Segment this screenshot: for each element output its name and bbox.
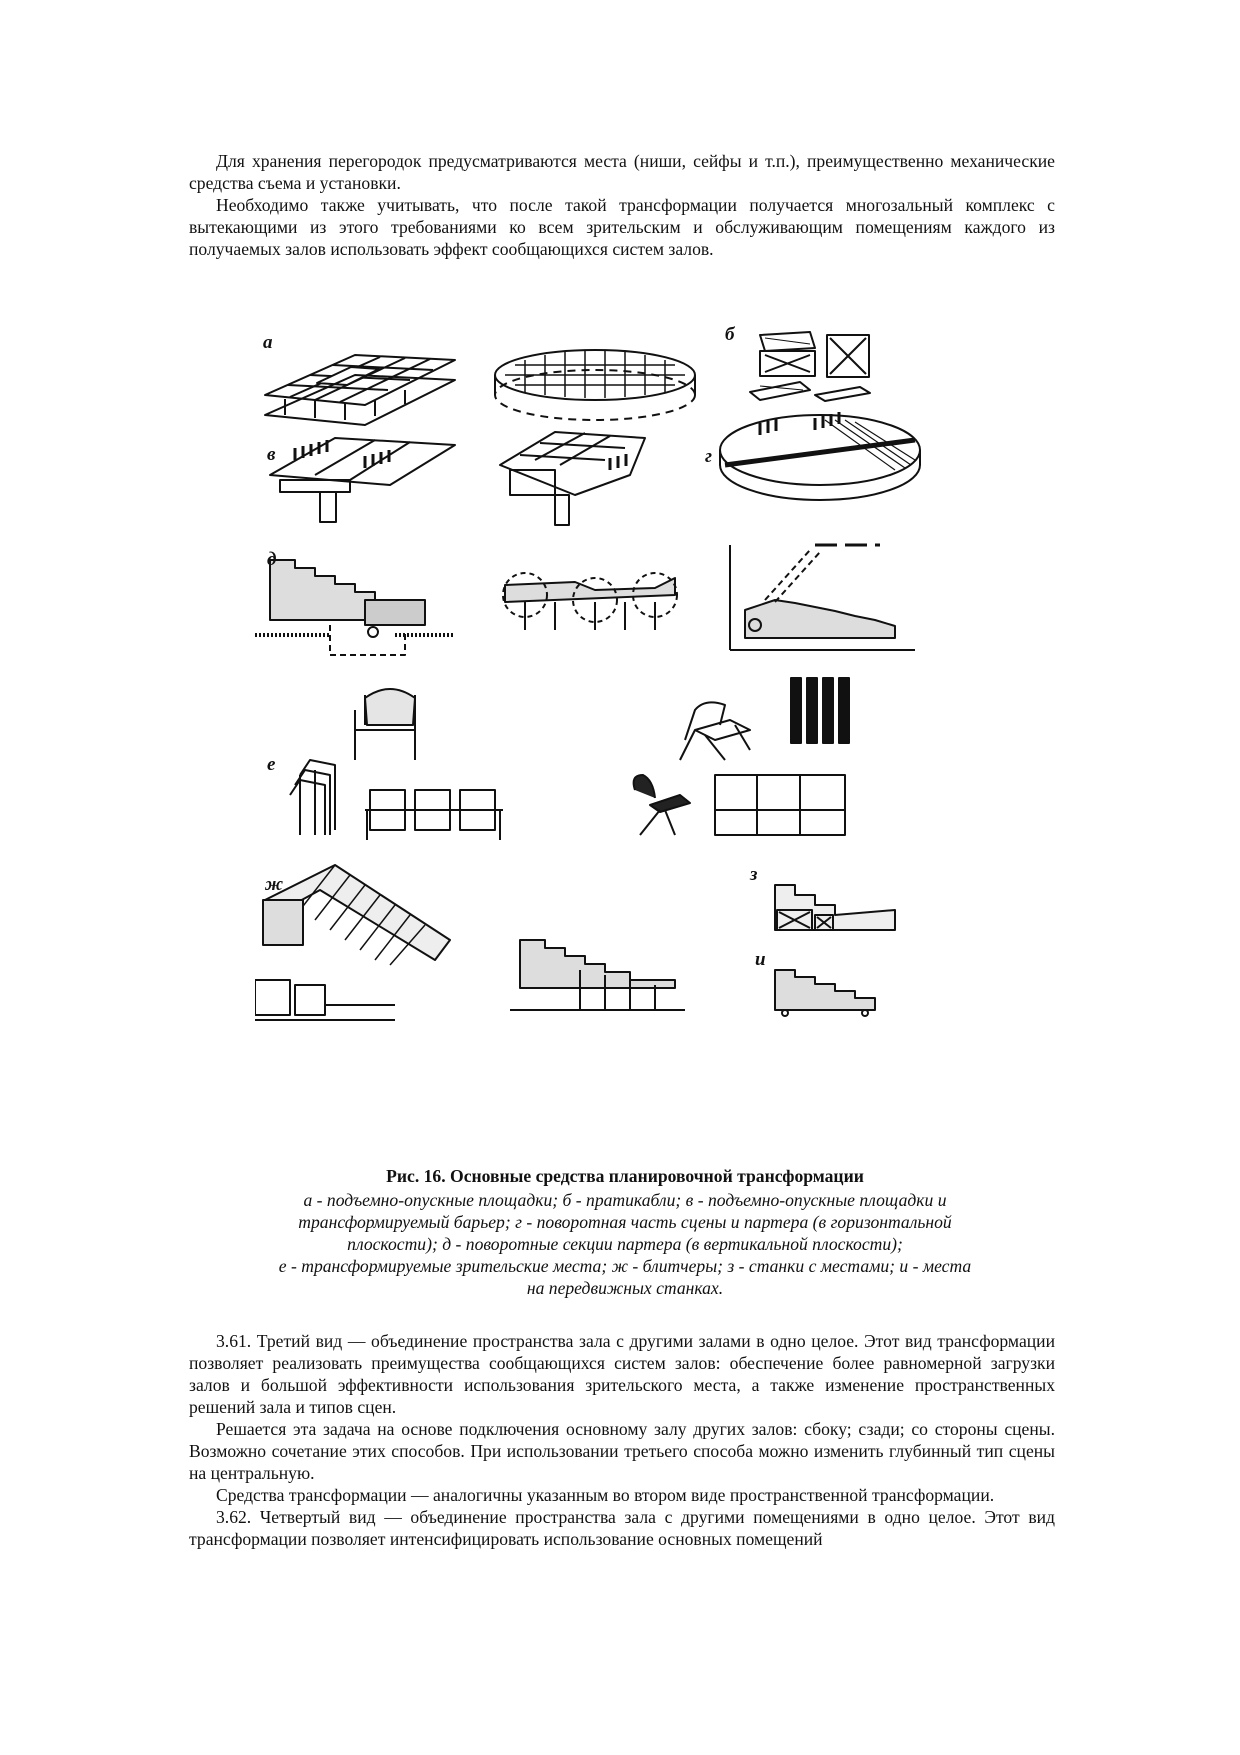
bottom-text-block xyxy=(189,1330,1055,1550)
illustration-d-vertical-rotation xyxy=(730,545,915,650)
paragraph: 3.61. Третий вид — объединение пространства зала с другими залами в одно целое. Этот вид трансформации позволяет реализовать преимущества сообщающихся систем залов: обеспечение более равномерной загрузки залов и большой эффективности использования зрительского места, а также изменение пространственных решений зала и типов сцен. xyxy=(189,1331,1055,1417)
caption-line: е - трансформируемые зрительские места; ж - блитчеры; з - станки с местами; и - места xyxy=(278,1256,972,1276)
label-z: з xyxy=(750,864,758,885)
illustration-d-rotating-sections xyxy=(255,560,455,655)
figure-illustration xyxy=(255,320,1015,1130)
caption-line: трансформируемый барьер; г - поворотная часть сцены и партера (в горизонтальной xyxy=(298,1212,952,1232)
illustration-zh-bleachers-2 xyxy=(510,940,685,1010)
label-e: е xyxy=(267,754,276,775)
paragraph: Для хранения перегородок предусматриваются места (ниши, сейфы и т.п.), преимущественно механические средства съема и установки. xyxy=(189,151,1055,193)
label-zh: ж xyxy=(265,874,284,895)
illustration-a-lift-platforms xyxy=(265,355,455,425)
illustration-v-lift-barrier-2 xyxy=(500,432,645,525)
figure-caption xyxy=(200,1165,1050,1299)
illustration-z-stands xyxy=(775,885,895,930)
caption-line: а - подъемно-опускные площадки; б - пратикабли; в - подъемно-опускные площадки и xyxy=(303,1190,947,1210)
illustration-b-praticables xyxy=(750,332,870,401)
illustration-e-chairs xyxy=(290,689,503,840)
label-g: г xyxy=(705,446,713,467)
caption-line: на передвижных станках. xyxy=(526,1278,724,1298)
paragraph: Необходимо также учитывать, что после такой трансформации получается многозальный комплекс с вытекающими из этого требованиями ко всем зрительским и обслуживающим помещениям каждого из получаемых залов использовать эффект сообщающихся систем залов. xyxy=(189,195,1055,259)
figure-16 xyxy=(255,320,1015,1130)
illustration-d-rotating-sections-2 xyxy=(503,573,677,630)
illustration-i-mobile-stands xyxy=(775,970,875,1016)
label-b: б xyxy=(725,324,735,345)
paragraph: 3.62. Четвертый вид — объединение пространства зала с другими помещениями в одно целое. Этот вид трансформации позволяет интенсифицировать использование основных помещений xyxy=(189,1507,1055,1549)
illustration-g-rotating-stage xyxy=(720,412,920,500)
illustration-round-platform xyxy=(495,350,695,420)
illustration-e-folding-chairs xyxy=(634,678,849,835)
paragraph: Решается эта задача на основе подключения основному залу других залов: сбоку; сзади; со стороны сцены. Возможно сочетание этих способов. При использовании третьего способа можно изменить глубинный тип сцены на центральную. xyxy=(189,1419,1055,1483)
caption-line: плоскости); д - поворотные секции партера (в вертикальной плоскости); xyxy=(347,1234,903,1254)
label-a: а xyxy=(263,332,273,353)
illustration-zh-bleachers xyxy=(255,865,450,1020)
caption-title: Рис. 16. Основные средства планировочной трансформации xyxy=(386,1166,864,1186)
label-i: и xyxy=(755,949,766,970)
label-v: в xyxy=(267,444,276,465)
illustration-v-lift-barrier xyxy=(270,438,455,522)
caption-body xyxy=(200,1189,1050,1299)
top-text-block xyxy=(189,150,1055,260)
label-d: д xyxy=(267,549,277,570)
paragraph: Средства трансформации — аналогичны указанным во втором виде пространственной трансформации. xyxy=(216,1485,995,1505)
